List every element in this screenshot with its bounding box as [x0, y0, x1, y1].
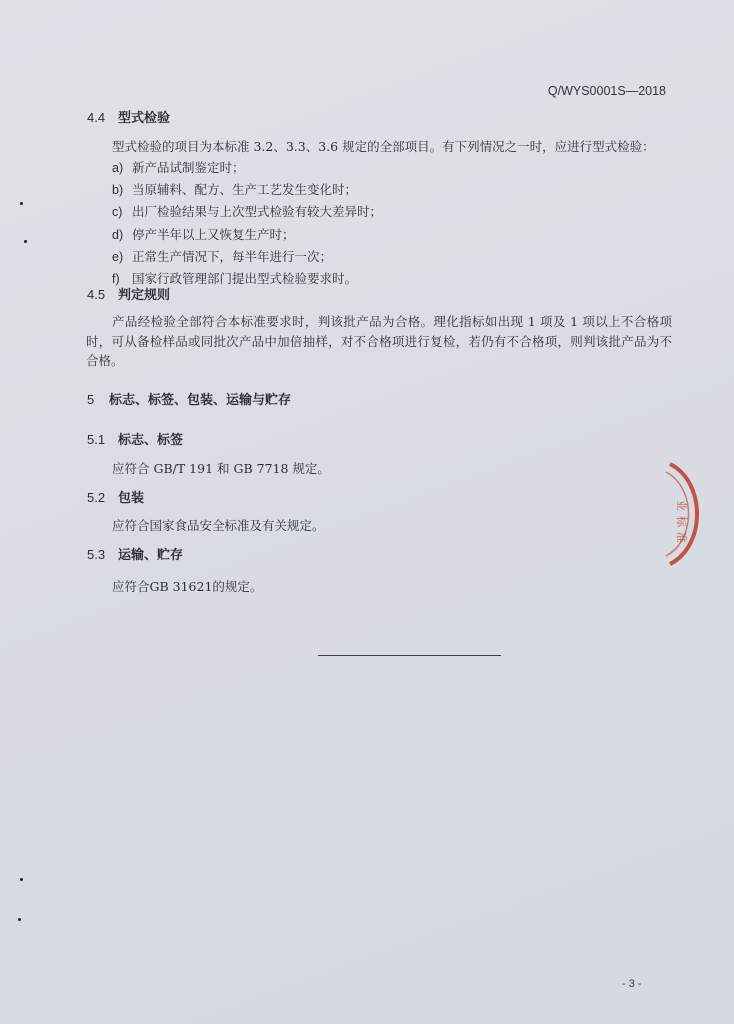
section-5-heading [87, 389, 291, 408]
section-5-number: 5 [87, 392, 95, 407]
scan-dot [20, 878, 23, 881]
judgment-rules-text: 产品经检验全部符合本标准要求时，判该批产品为合格。理化指标如出现 1 项及 1 项以上不合格项时，可从备检样品或同批次产品中加倍抽样，对不合格项进行复检，若仍有不合格项，则判该批产品为不合格。 [86, 314, 672, 368]
scan-dot [24, 240, 27, 243]
list-item: b) 当原辅料、配方、生产工艺发生变化时； [112, 182, 358, 198]
svg-text:业: 业 [675, 500, 688, 511]
inspection-conditions-list [112, 157, 382, 290]
section-5-3-number: 5.3 [87, 547, 106, 562]
list-item: a) 新产品试制鉴定时； [112, 160, 245, 175]
list-item: d) 停产半年以上又恢复生产时； [112, 226, 295, 242]
section-4-4-heading [87, 107, 170, 126]
section-4-4-title: 型式检验 [118, 111, 171, 126]
end-rule [318, 655, 501, 656]
red-seal-stamp [660, 458, 708, 570]
section-5-2-heading [87, 487, 144, 506]
document-code: Q/WYS0001S—2018 [547, 84, 666, 98]
section-5-2-number: 5.2 [87, 490, 106, 505]
page-number: - 3 - [622, 978, 642, 990]
section-5-3-text: 应符合GB 31621的规定。 [112, 579, 263, 594]
section-5-3-heading [87, 544, 183, 563]
section-5-1-text: 应符合 GB/T 191 和 GB 7718 规定。 [112, 461, 330, 476]
section-5-3-title: 运输、贮存 [118, 548, 184, 563]
section-5-1-number: 5.1 [87, 432, 106, 447]
list-item: f) 国家行政管理部门提出型式检验要求时。 [112, 271, 358, 287]
section-4-4-number: 4.4 [87, 110, 106, 125]
section-5-2-title: 包装 [118, 491, 145, 506]
section-4-5-number: 4.5 [87, 287, 106, 302]
section-4-5-heading [87, 284, 170, 303]
section-4-5-title: 判定规则 [118, 288, 171, 303]
section-5-1-title: 标志、标签 [118, 433, 184, 448]
section-5-1-heading [87, 429, 183, 448]
section-4-4-intro: 型式检验的项目为本标准 3.2、3.3、3.6 规定的全部项目。有下列情况之一时，应进行型式检验： [112, 139, 655, 154]
svg-text:标: 标 [675, 516, 688, 527]
section-5-2-text: 应符合国家食品安全标准及有关规定。 [112, 518, 325, 533]
list-item: c) 出厂检验结果与上次型式检验有较大差异时； [112, 204, 383, 220]
list-item: e) 正常生产情况下，每半年进行一次； [112, 248, 333, 264]
scan-dot [18, 918, 21, 921]
section-5-title: 标志、标签、包装、运输与贮存 [109, 393, 292, 408]
scan-dot [20, 202, 23, 205]
svg-text:准: 准 [675, 532, 688, 543]
